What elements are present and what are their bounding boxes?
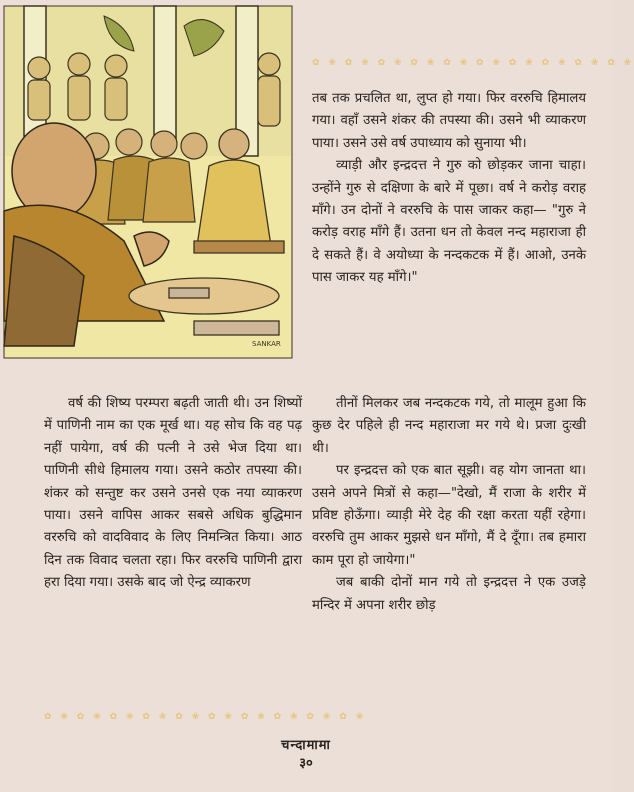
paragraph: व्याड़ी और इन्द्रदत्त ने गुरु को छोड़कर जाना चाहा। उन्होंने गुरु से दक्षिणा के बारे में पूछा। वर्ष ने करोड़ वराह माँगे। उन दोनों ने वररुचि के पास जाकर कहा— "गुरु ने करोड़ वराह माँगे हैं। उतना धन तो केवल नन्द महाराजा ही दे सकते हैं। वे अयोध्या के नन्दकटक में हैं। आओ, उनके पास जाकर यह माँगे।" [312,158,586,286]
bottom-decoration-border: ✿ ❀ ✿ ❀ ✿ ❀ ✿ ❀ ✿ ❀ ✿ ❀ ✿ ❀ ✿ ❀ ✿ ❀ ✿ ❀ [44,712,367,722]
paragraph: पर इन्द्रदत्त को एक बात सूझी। वह योग जानता था। उसने अपने मित्रों से कहा—"देखो, मैं राजा के शरीर में प्रविष्ट होऊँगा। व्याड़ी मेरे देह की रक्षा करता यहीं रहेगा। वररुचि तुम आकर मुझसे धन माँगो, मैं दे दूँगा। तब हमारा काम पूरा हो जायेगा।" [312,463,586,568]
paragraph: जब बाकी दोनों मान गये तो इन्द्रदत्त ने एक उजड़े मन्दिर में अपना शरीर छोड़ [312,575,586,613]
left-column [44,393,302,595]
right-column-bottom [312,393,586,617]
right-column-top [312,88,586,290]
page-number: ३० [299,756,313,771]
illustration-drawing [4,6,292,358]
paragraph: तब तक प्रचलित था, लुप्त हो गया। फिर वररुचि हिमालय गया। वहाँ उसने शंकर की तपस्या की। उसने भी व्याकरण पाया। उसने उसे वर्ष उपाध्याय को सुनाया भी। [312,91,586,151]
paragraph: तीनों मिलकर जब नन्दकटक गये, तो मालूम हुआ कि कुछ देर पहिले ही नन्द महाराजा मर गये थे। प्रजा दुःखी थी। [312,396,586,456]
story-illustration [4,6,292,358]
paragraph: वर्ष की शिष्य परम्परा बढ़ती जाती थी। उन शिष्यों में पाणिनी नाम का एक मूर्ख था। यह सोच कि वह पढ़ नहीं पायेगा, वर्ष की पत्नी ने उसे भेज दिया था। पाणिनी सीधे हिमालय गया। उसने कठोर तपस्या की। शंकर को सन्तुष्ट कर उसने उनसे एक नया व्याकरण पाया। उसने वापिस आकर सबसे अधिक बुद्धिमान वररुचि को वादविवाद के लिए निमन्त्रित किया। आठ दिन तक विवाद चलता रहा। फिर वररुचि पाणिनी द्वारा हरा दिया गया। उसके बाद जो ऐन्द्र व्याकरण [44,396,302,591]
top-decoration-border: ✿ ❀ ✿ ❀ ✿ ❀ ✿ ❀ ✿ ❀ ✿ ❀ ✿ ❀ ✿ ❀ ✿ ❀ ✿ ❀ [312,58,634,68]
artist-signature: SANKAR [252,340,281,348]
magazine-name: चन्दामामा [281,738,331,753]
